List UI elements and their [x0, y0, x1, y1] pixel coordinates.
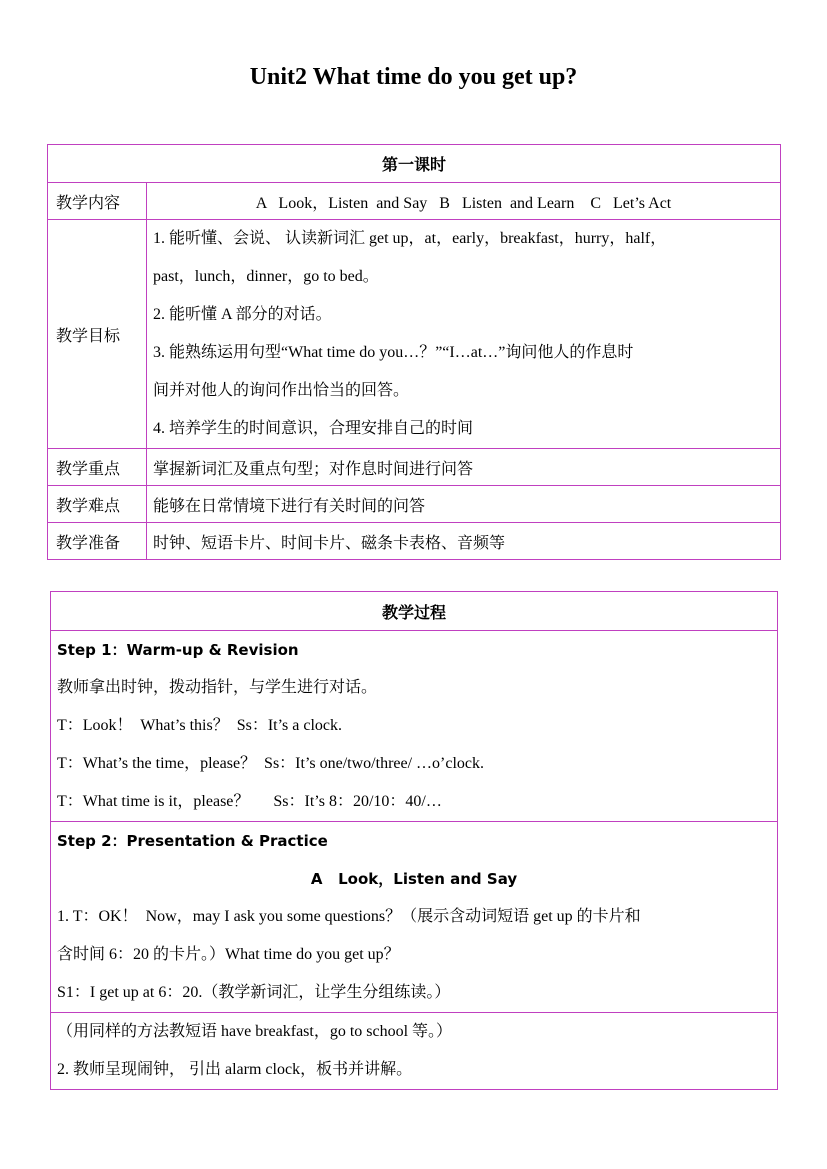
- step1-line: T：What’s the time，please？ Ss：It’s one/two/three/ …o’clock.: [57, 755, 485, 772]
- step1-line: T：What time is it，please？ Ss：It’s 8：20/10：40/…: [57, 793, 442, 810]
- lesson-info-table: [47, 144, 781, 560]
- step1-line: 教师拿出时钟，拨动指针，与学生进行对话。: [57, 679, 378, 696]
- row-label-content: 教学内容: [48, 183, 147, 220]
- step3-line: （用同样的方法教短语 have breakfast，go to school 等。）: [57, 1023, 453, 1040]
- step1-cell: [51, 631, 778, 822]
- step2-line: 1. T：OK！ Now，may I ask you some questions？（展示含动词短语 get up 的卡片和: [57, 908, 641, 925]
- row-value-content: A Look，Listen and Say B Listen and Learn C Let’s Act: [147, 183, 781, 220]
- row-label-preparation: 教学准备: [48, 523, 147, 560]
- table-header: 第一课时: [48, 145, 781, 183]
- goal-line: 2. 能听懂 A 部分的对话。: [153, 306, 332, 323]
- goal-line: 3. 能熟练运用句型“What time do you…？”“I…at…”询问他人的作息时: [153, 344, 634, 361]
- goal-line: 间并对他人的询问作出恰当的回答。: [153, 382, 410, 399]
- step1-title: Step 1：Warm-up & Revision: [57, 641, 299, 659]
- step2-cell: [51, 822, 778, 1013]
- step2-line: S1：I get up at 6：20.（教学新词汇，让学生分组练读。）: [57, 984, 451, 1001]
- row-value-key-points: 掌握新词汇及重点句型；对作息时间进行问答: [147, 449, 781, 486]
- row-value-goals: [147, 220, 781, 449]
- page-title: Unit2 What time do you get up?: [249, 64, 578, 90]
- row-value-preparation: 时钟、短语卡片、时间卡片、磁条卡表格、音频等: [147, 523, 781, 560]
- step2-subtitle: A Look，Listen and Say: [310, 870, 518, 888]
- step1-line: T：Look！ What’s this？ Ss：It’s a clock.: [57, 717, 343, 734]
- row-label-key-points: 教学重点: [48, 449, 147, 486]
- goal-line: past，lunch，dinner，go to bed。: [153, 268, 379, 285]
- process-table: [50, 591, 778, 1090]
- step3-cell: [51, 1013, 778, 1090]
- row-value-difficulties: 能够在日常情境下进行有关时间的问答: [147, 486, 781, 523]
- goal-line: 1. 能听懂、会说、 认读新词汇 get up，at，early，breakfast，hurry，half，: [153, 230, 667, 247]
- step2-title: Step 2：Presentation & Practice: [57, 832, 328, 850]
- row-label-goals: 教学目标: [48, 220, 147, 449]
- goal-line: 4. 培养学生的时间意识，合理安排自己的时间: [153, 420, 474, 437]
- step3-line: 2. 教师呈现闹钟， 引出 alarm clock，板书并讲解。: [57, 1061, 413, 1078]
- process-header: 教学过程: [51, 592, 778, 631]
- row-label-difficulties: 教学难点: [48, 486, 147, 523]
- step2-line: 含时间 6：20 的卡片。）What time do you get up？: [57, 946, 400, 963]
